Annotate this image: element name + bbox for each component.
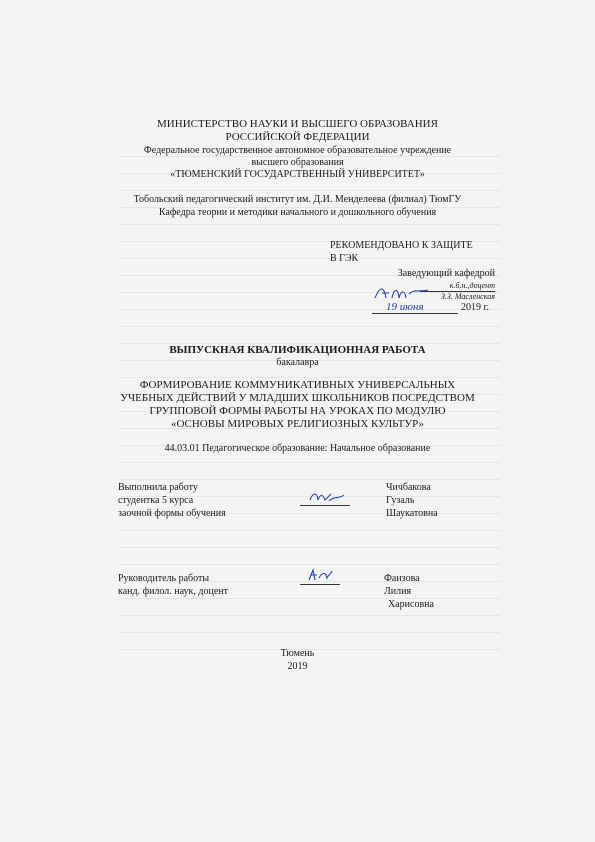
institution-line-2: высшего образования	[251, 157, 344, 168]
approval-line-2: В ГЭК	[330, 253, 359, 264]
footer-year: 2019	[287, 661, 308, 672]
head-degree: к.б.н.,доцент	[449, 281, 495, 290]
footer-city: Тюмень	[280, 648, 315, 659]
supervisor-role-line-1: Руководитель работы	[118, 573, 210, 584]
institute-name: Тобольский педагогический институт им. Д.И. Менделеева (филиал) ТюмГУ	[133, 194, 462, 205]
university-name: «ТЮМЕНСКИЙ ГОСУДАРСТВЕННЫЙ УНИВЕРСИТЕТ»	[170, 169, 425, 180]
supervisor-signature-icon	[305, 566, 335, 584]
work-title-line-2: УЧЕБНЫХ ДЕЙСТВИЙ У МЛАДШИХ ШКОЛЬНИКОВ ПОСРЕДСТВОМ	[120, 392, 475, 404]
approval-year: 2019 г.	[461, 302, 489, 313]
institution-line-1: Федеральное государственное автономное образовательное учреждение	[143, 145, 452, 156]
work-title-line-4: «ОСНОВЫ МИРОВЫХ РЕЛИГИОЗНЫХ КУЛЬТУР»	[170, 418, 425, 430]
date-underline	[372, 313, 458, 314]
head-name: З.З. Масленская	[440, 292, 495, 301]
specialty: 44.03.01 Педагогическое образование: Начальное образование	[164, 443, 431, 454]
supervisor-patronymic: Харисовна	[388, 599, 434, 610]
author-surname: Чичбакова	[386, 482, 431, 493]
author-role-line-2: студентка 5 курса	[118, 495, 194, 506]
author-first-name: Гузаль	[386, 495, 415, 506]
author-role-line-3: заочной формы обучения	[118, 508, 226, 519]
work-title-line-3: ГРУППОВОЙ ФОРМЫ РАБОТЫ НА УРОКАХ ПО МОДУЛЮ	[149, 405, 446, 417]
work-level: бакалавра	[276, 357, 319, 368]
head-signature-icon	[372, 284, 432, 302]
author-signature-icon	[307, 488, 347, 506]
head-title: Заведующий кафедрой	[397, 268, 495, 279]
work-title-line-1: ФОРМИРОВАНИЕ КОММУНИКАТИВНЫХ УНИВЕРСАЛЬНЫХ	[139, 379, 456, 391]
supervisor-role-line-2: канд. филол. наук, доцент	[118, 586, 229, 597]
supervisor-surname: Фаизова	[384, 573, 420, 584]
approval-date-handwritten: 19 июня	[386, 301, 424, 313]
work-type: ВЫПУСКНАЯ КВАЛИФИКАЦИОННАЯ РАБОТА	[169, 344, 426, 356]
ministry-line-2: РОССИЙСКОЙ ФЕДЕРАЦИИ	[225, 131, 370, 143]
author-signature-line	[300, 505, 350, 506]
author-patronymic: Шаукатовна	[386, 508, 438, 519]
author-role-line-1: Выполнила работу	[118, 482, 198, 493]
supervisor-first-name: Лилия	[384, 586, 412, 597]
supervisor-signature-line	[300, 584, 340, 585]
approval-line-1: РЕКОМЕНДОВАНО К ЗАЩИТЕ	[330, 240, 473, 251]
department-name: Кафедра теории и методики начального и дошкольного обучения	[158, 207, 437, 218]
ministry-line-1: МИНИСТЕРСТВО НАУКИ И ВЫСШЕГО ОБРАЗОВАНИЯ	[157, 118, 438, 130]
